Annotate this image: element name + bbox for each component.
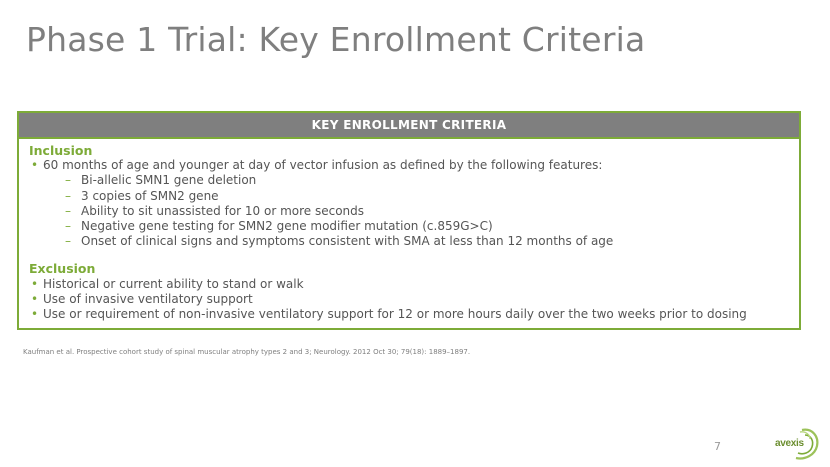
inclusion-subitem: – Ability to sit unassisted for 10 or more seconds xyxy=(29,204,799,219)
logo-text: avexis xyxy=(775,438,804,449)
criteria-box xyxy=(17,111,801,330)
inclusion-subitem: – Negative gene testing for SMN2 gene modifier mutation (c.859G>C) xyxy=(29,219,799,234)
inclusion-bullet: • 60 months of age and younger at day of vector infusion as defined by the following features: xyxy=(29,158,799,173)
exclusion-title: Exclusion xyxy=(29,261,96,277)
inclusion-list xyxy=(29,158,799,249)
citation: Kaufman et al. Prospective cohort study of spinal muscular atrophy types 2 and 3; Neurology. 2012 Oct 30; 79(18): 1889–1897. xyxy=(23,348,471,356)
inclusion-subitem: – Onset of clinical signs and symptoms consistent with SMA at less than 12 months of age xyxy=(29,234,799,249)
exclusion-list xyxy=(29,277,799,323)
company-logo xyxy=(772,426,820,462)
exclusion-bullet: • Use or requirement of non-invasive ventilatory support for 12 or more hours daily over the two weeks prior to dosing xyxy=(29,307,799,322)
exclusion-bullet: • Use of invasive ventilatory support xyxy=(29,292,799,307)
inclusion-subitem: – 3 copies of SMN2 gene xyxy=(29,189,799,204)
page-number: 7 xyxy=(714,440,721,453)
exclusion-bullet: • Historical or current ability to stand or walk xyxy=(29,277,799,292)
criteria-content xyxy=(19,139,799,322)
inclusion-subitem: – Bi-allelic SMN1 gene deletion xyxy=(29,173,799,188)
inclusion-title: Inclusion xyxy=(29,143,93,158)
slide-title: Phase 1 Trial: Key Enrollment Criteria xyxy=(26,20,646,59)
criteria-header: KEY ENROLLMENT CRITERIA xyxy=(19,113,799,139)
